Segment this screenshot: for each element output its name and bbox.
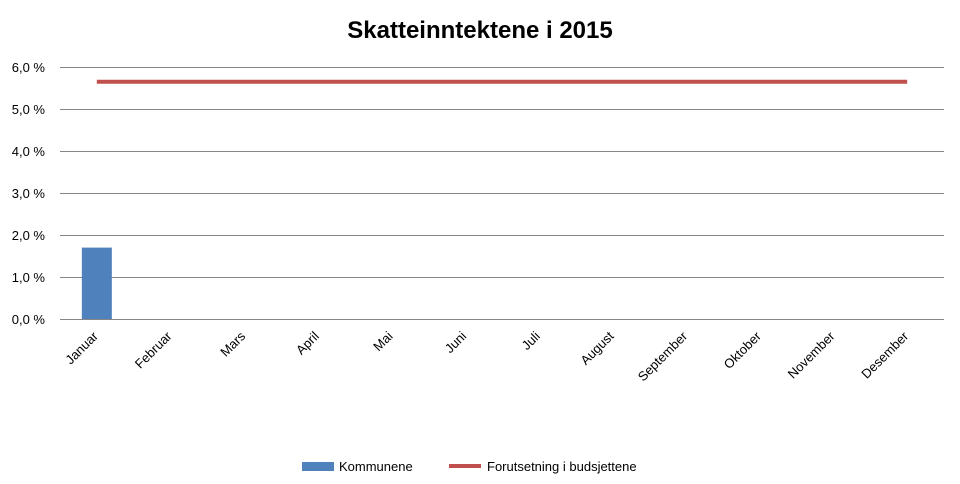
x-tick-label: August xyxy=(577,328,617,368)
y-axis-ticks xyxy=(12,60,46,327)
y-tick-label: 2,0 % xyxy=(11,228,45,243)
y-tick-label: 0,0 % xyxy=(11,312,45,327)
y-tick-label: 3,0 % xyxy=(11,186,45,201)
y-tick-label: 6,0 % xyxy=(11,60,45,75)
chart-title: Skatteinntektene i 2015 xyxy=(347,17,613,44)
x-tick-label: Mars xyxy=(217,328,249,360)
legend-label-kommunene: Kommunene xyxy=(339,459,413,474)
legend-label-forutsetning: Forutsetning i budsjettene xyxy=(487,459,637,474)
x-tick-label: April xyxy=(292,328,322,358)
bars xyxy=(82,248,112,319)
x-tick-label: Januar xyxy=(62,328,101,368)
x-axis-ticks xyxy=(62,328,912,384)
x-tick-label: Februar xyxy=(131,328,175,372)
y-tick-label: 5,0 % xyxy=(11,102,45,117)
gridlines xyxy=(60,68,944,320)
x-tick-label: November xyxy=(784,328,838,382)
x-tick-label: Juli xyxy=(518,328,543,353)
y-tick-label: 1,0 % xyxy=(11,270,45,285)
x-tick-label: Mai xyxy=(370,328,396,354)
legend xyxy=(302,459,637,474)
legend-swatch-kommunene xyxy=(302,462,334,471)
bar-kommunene xyxy=(82,248,112,319)
x-tick-label: Oktober xyxy=(720,328,764,372)
y-tick-label: 4,0 % xyxy=(11,144,45,159)
x-tick-label: Juni xyxy=(441,328,470,356)
x-tick-label: Desember xyxy=(858,328,912,382)
x-tick-label: September xyxy=(634,328,691,385)
